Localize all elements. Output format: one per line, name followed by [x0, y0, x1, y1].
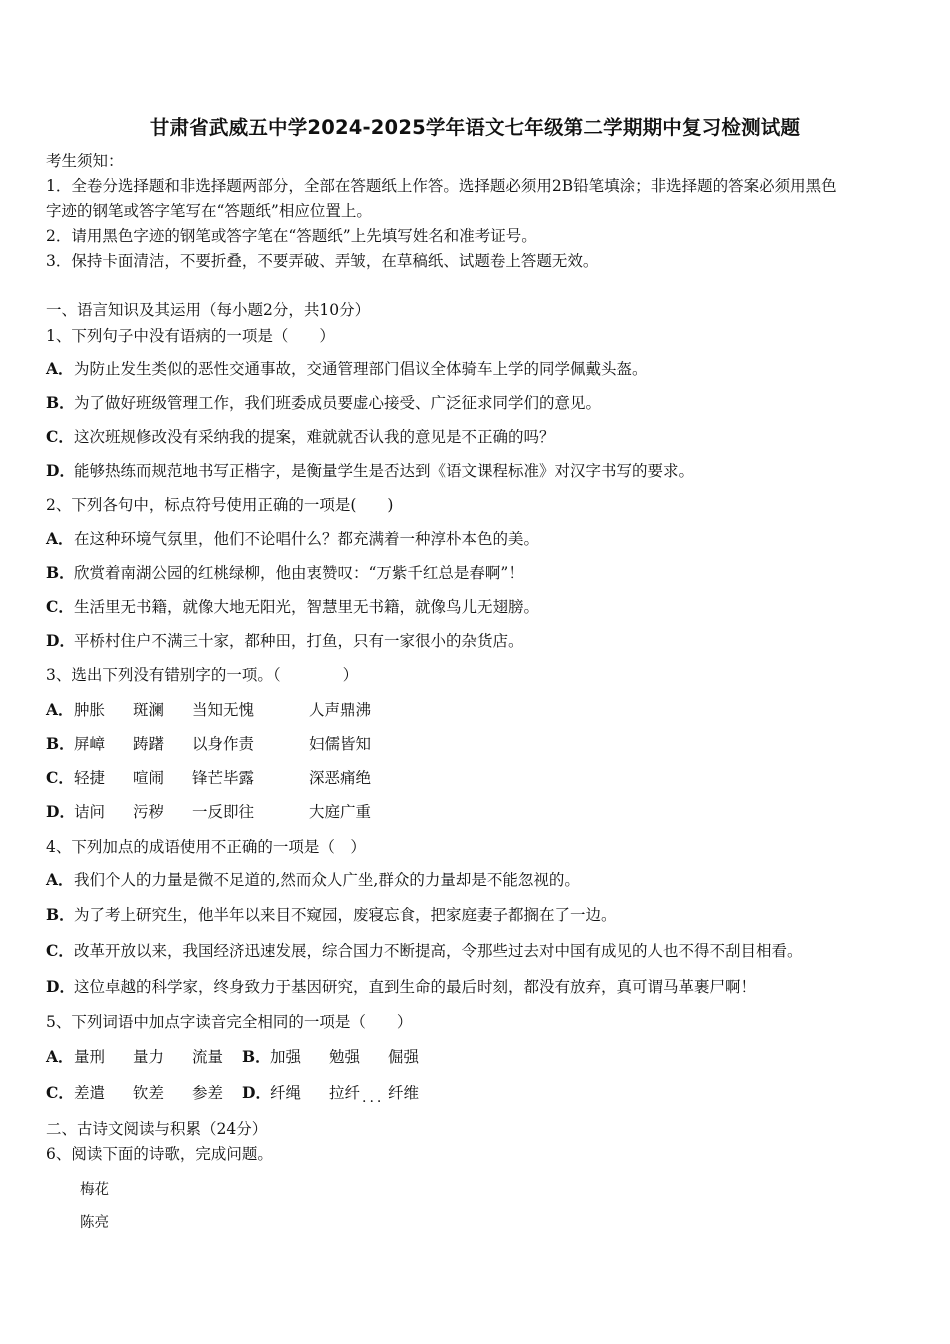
option-word: 量力: [133, 1048, 165, 1066]
question-2-option-a: [46, 528, 539, 550]
notice-line-3: 2．请用黑色字迹的钢笔或答字笔在“答题纸”上先填写姓名和准考证号。: [46, 227, 537, 245]
question-4-option-d: [46, 976, 756, 998]
question-2-option-b: [46, 562, 524, 584]
option-text: 平桥村住户不满三十家，都种田，打鱼，只有一家很小的杂货店。: [74, 632, 524, 650]
option-word: 参差: [192, 1084, 224, 1102]
option-letter: D．: [46, 461, 75, 480]
option-word: 肿胀: [74, 701, 106, 719]
option-word: 大庭广重: [309, 803, 372, 821]
notice-line-2: 字迹的钢笔或答字笔写在“答题纸”相应位置上。: [46, 202, 372, 220]
option-text: 欣赏着南湖公园的红桃绿柳，他由衷赞叹：“万紫千红总是春啊”！: [74, 564, 524, 582]
question-5-row-2: [46, 1082, 74, 1104]
poem-author: 陈亮: [80, 1215, 109, 1231]
option-text: 我们个人的力量是微不足道的,然而众人广坐,群众的力量却是不能忽视的。: [74, 871, 580, 889]
question-3-option-b: [46, 733, 74, 755]
option-text: 在这种环境气氛里，他们不论唱什么？都充满着一种淳朴本色的美。: [74, 530, 540, 548]
option-letter: B．: [46, 393, 75, 412]
option-text: 生活里无书籍，就像大地无阳光，智慧里无书籍，就像鸟儿无翅膀。: [74, 598, 540, 616]
option-word: 妇儒皆知: [309, 735, 372, 753]
option-word: 诘问: [74, 803, 106, 821]
option-letter: A．: [46, 1047, 74, 1066]
question-2-stem: 2、下列各句中，标点符号使用正确的一项是( ): [46, 496, 394, 514]
option-letter: C．: [46, 597, 74, 616]
option-text: 能够热练而规范地书写正楷字，是衡量学生是否达到《语文课程标准》对汉字书写的要求。: [74, 462, 695, 480]
option-word: 污秽: [133, 803, 165, 821]
option-letter: D．: [46, 631, 75, 650]
section-1-heading: 一、语言知识及其运用（每小题2分，共10分）: [46, 301, 371, 319]
option-word: 纤维: [388, 1084, 420, 1102]
question-1-option-c: [46, 426, 555, 448]
question-1-option-b: [46, 392, 601, 414]
option-word: 纤绳: [270, 1084, 302, 1102]
option-word: 流量: [192, 1048, 224, 1066]
question-1-option-a: [46, 358, 648, 380]
notice-line-4: 3．保持卡面清洁，不要折叠，不要弄破、弄皱，在草稿纸、试题卷上答题无效。: [46, 252, 599, 270]
poem-title: 梅花: [80, 1182, 109, 1198]
option-word: 一反即往: [192, 803, 255, 821]
option-letter: C．: [46, 427, 74, 446]
option-letter: C．: [46, 1083, 74, 1102]
option-word: 以身作责: [192, 735, 255, 753]
option-word: 轻捷: [74, 769, 106, 787]
option-word: 喧闹: [133, 769, 165, 787]
option-word: 屏嶂: [74, 735, 106, 753]
question-4-option-c: [46, 940, 803, 962]
question-1-option-d: [46, 460, 694, 482]
option-letter: A．: [46, 700, 74, 719]
notice-heading: 考生须知：: [46, 152, 124, 170]
question-6-stem: 6、阅读下面的诗歌，完成问题。: [46, 1145, 273, 1163]
question-2-option-d: [46, 630, 524, 652]
option-word: 量刑: [74, 1048, 106, 1066]
option-text: 为防止发生类似的恶性交通事故，交通管理部门倡议全体骑车上学的同学佩戴头盔。: [74, 360, 648, 378]
question-2-option-c: [46, 596, 539, 618]
option-word: 人声鼎沸: [309, 701, 372, 719]
option-text: 改革开放以来，我国经济迅速发展，综合国力不断提高，令那些过去对中国有成见的人也不得不刮目相看。: [74, 942, 803, 960]
question-3-option-a: [46, 699, 74, 721]
option-letter: B．: [46, 905, 75, 924]
option-text: 为了考上研究生，他半年以来目不窥园，废寝忘食，把家庭妻子都搁在了一边。: [74, 906, 617, 924]
question-5-stem: 5、下列词语中加点字读音完全相同的一项是（ ）: [46, 1013, 413, 1031]
option-word: 差遣: [74, 1084, 106, 1102]
option-word: 锋芒毕露: [192, 769, 255, 787]
page-title: 甘肃省武威五中学2024-2025学年语文七年级第二学期期中复习检测试题: [149, 116, 801, 139]
question-3-option-c: [46, 767, 74, 789]
option-letter: C．: [46, 768, 74, 787]
option-letter: D．: [46, 977, 75, 996]
question-4-stem: 4、下列加点的成语使用不正确的一项是（ ）: [46, 838, 366, 856]
option-word: 拉纤: [329, 1084, 361, 1102]
option-word: 钦差: [133, 1084, 165, 1102]
notice-line-1: 1．全卷分选择题和非选择题两部分，全部在答题纸上作答。选择题必须用2B铅笔填涂；非选择题的答案必须用黑色: [46, 177, 837, 195]
option-letter: B．: [46, 563, 75, 582]
option-word: 深恶痛绝: [309, 769, 372, 787]
option-letter: A．: [46, 529, 74, 548]
option-letter: A．: [46, 359, 74, 378]
option-word: 踌躇: [133, 735, 165, 753]
question-1-stem: 1、下列句子中没有语病的一项是（ ）: [46, 327, 335, 345]
option-text: 这位卓越的科学家，终身致力于基因研究，直到生命的最后时刻，都没有放弃，真可谓马革裹尸啊！: [74, 978, 757, 996]
emphasis-dots: ...: [362, 1090, 385, 1106]
option-letter: D．: [46, 802, 75, 821]
section-2-heading: 二、古诗文阅读与积累（24分）: [46, 1120, 268, 1138]
option-word: 加强: [270, 1048, 302, 1066]
option-letter: B．: [242, 1047, 271, 1066]
option-text: 为了做好班级管理工作，我们班委成员要虚心接受、广泛征求同学们的意见。: [74, 394, 602, 412]
option-letter: C．: [46, 941, 74, 960]
option-letter: A．: [46, 870, 74, 889]
option-letter: B．: [46, 734, 75, 753]
question-4-option-a: [46, 869, 580, 891]
option-word: 当知无愧: [192, 701, 255, 719]
question-3-stem: 3、选出下列没有错别字的一项。（ ）: [46, 666, 359, 684]
question-5-row-1: [46, 1046, 74, 1068]
option-word: 勉强: [329, 1048, 361, 1066]
question-4-option-b: [46, 904, 617, 926]
option-text: 这次班规修改没有采纳我的提案，难就就否认我的意见是不正确的吗？: [74, 428, 555, 446]
option-word: 斑澜: [133, 701, 165, 719]
option-letter: D．: [242, 1083, 271, 1102]
question-3-option-d: [46, 801, 74, 823]
option-word: 倔强: [388, 1048, 420, 1066]
